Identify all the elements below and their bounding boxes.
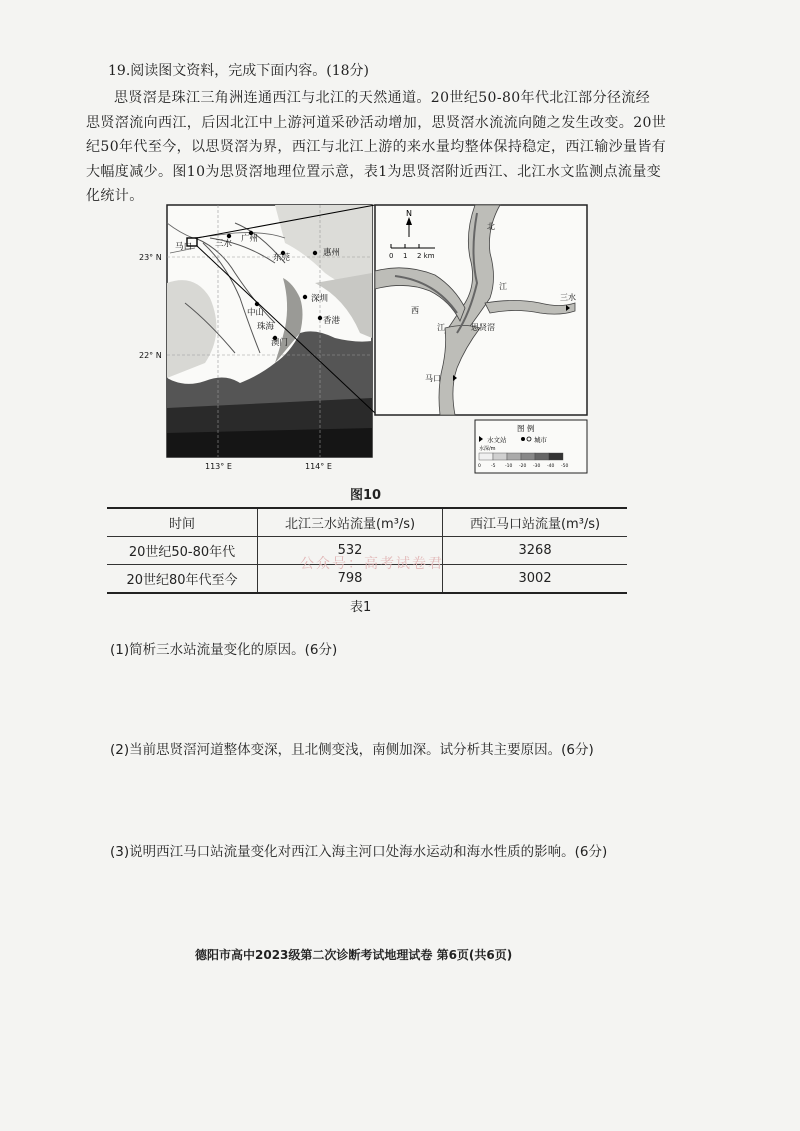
subquestion-2: (2)当前思贤滘河道整体变深，且北侧变浅，南侧加深。试分析其主要原因。(6分) xyxy=(110,742,594,758)
paragraph-line: 化统计。 xyxy=(86,188,144,204)
table-header: 北江三水站流量(m³/s) xyxy=(258,508,443,537)
lon-label: 113° E xyxy=(205,462,232,471)
place-label: 澳门 xyxy=(271,338,289,348)
right-map xyxy=(375,205,587,415)
paragraph-line: 纪50年代至今，以思贤滘为界，西江与北江上游的来水量均整体保持稳定，西江输沙量皆有 xyxy=(86,139,667,155)
place-label: 深圳 xyxy=(311,294,329,304)
depth-tick: -50 xyxy=(561,464,569,469)
place-label: 惠州 xyxy=(323,248,341,258)
question-title: 19.阅读图文资料，完成下面内容。(18分) xyxy=(108,63,370,79)
table-header-row xyxy=(107,508,627,537)
river-label: 西 xyxy=(411,306,419,315)
table-cell: 3268 xyxy=(443,537,627,565)
place-label: 思贤滘 xyxy=(471,323,495,332)
question-paragraph xyxy=(86,86,706,209)
depth-tick: -5 xyxy=(491,464,496,469)
table-header: 时间 xyxy=(107,508,258,537)
depth-scale xyxy=(479,453,563,460)
depth-tick: -40 xyxy=(547,464,555,469)
table-cell: 532 xyxy=(258,537,443,565)
table-cell: 20世纪50-80年代 xyxy=(107,537,258,565)
depth-tick: 0 xyxy=(478,464,481,469)
watermark: 公众号：高考试卷君 xyxy=(300,556,444,572)
river-label: 江 xyxy=(499,282,507,291)
table-cell: 3002 xyxy=(443,565,627,594)
table-cell: 798 xyxy=(258,565,443,594)
page-footer: 德阳市高中2023级第二次诊断考试地理试卷 第6页(共6页) xyxy=(195,948,513,962)
left-map xyxy=(167,205,375,457)
depth-tick: -20 xyxy=(519,464,527,469)
table-header: 西江马口站流量(m³/s) xyxy=(443,508,627,537)
flow-table xyxy=(107,507,627,594)
north-label: N xyxy=(406,209,412,218)
legend-station: 水文站 xyxy=(487,436,507,444)
table-cell: 20世纪80年代至今 xyxy=(107,565,258,594)
table-caption: 表1 xyxy=(350,600,372,615)
river-label: 北 xyxy=(487,222,495,231)
subquestion-1: (1)简析三水站流量变化的原因。(6分) xyxy=(110,642,338,658)
river-label: 江 xyxy=(437,323,445,332)
paragraph-line: 大幅度减少。图10为思贤滘地理位置示意，表1为思贤滘附近西江、北江水文监测点流量变 xyxy=(86,163,662,180)
lat-label: 23° N xyxy=(139,253,162,262)
paragraph-line: 思贤滘是珠江三角洲连通西江与北江的天然通道。20世纪50-80年代北江部分径流经 xyxy=(114,90,651,106)
place-label: 香港 xyxy=(323,316,341,326)
depth-tick: -10 xyxy=(505,464,513,469)
scale-label: 1 xyxy=(403,252,408,260)
map-legend xyxy=(475,420,587,473)
legend-depth-label: 水深/m xyxy=(479,446,496,452)
place-label: 珠海 xyxy=(257,322,275,332)
place-label: 三水 xyxy=(560,293,576,302)
place-label: 中山 xyxy=(247,308,265,318)
place-label: 马口 xyxy=(175,242,193,252)
scale-label: 2 km xyxy=(417,252,435,260)
subquestion-3: (3)说明西江马口站流量变化对西江入海主河口处海水运动和海水性质的影响。(6分) xyxy=(110,844,608,860)
place-label: 广州 xyxy=(241,234,259,244)
place-label: 三水 xyxy=(215,239,233,249)
figure-10-maps xyxy=(139,203,590,475)
scale-label: 0 xyxy=(389,252,394,260)
depth-tick: -30 xyxy=(533,464,541,469)
place-label: 马口 xyxy=(425,374,441,383)
legend-city: 城市 xyxy=(534,436,547,444)
figure-caption: 图10 xyxy=(350,488,382,503)
legend-title: 图 例 xyxy=(517,424,535,433)
lon-label: 114° E xyxy=(305,462,332,471)
place-label: 东莞 xyxy=(273,253,291,263)
lat-label: 22° N xyxy=(139,351,162,360)
paragraph-line: 思贤滘流向西江，后因北江中上游河道采砂活动增加，思贤滘水流流向随之发生改变。20世 xyxy=(86,114,667,131)
